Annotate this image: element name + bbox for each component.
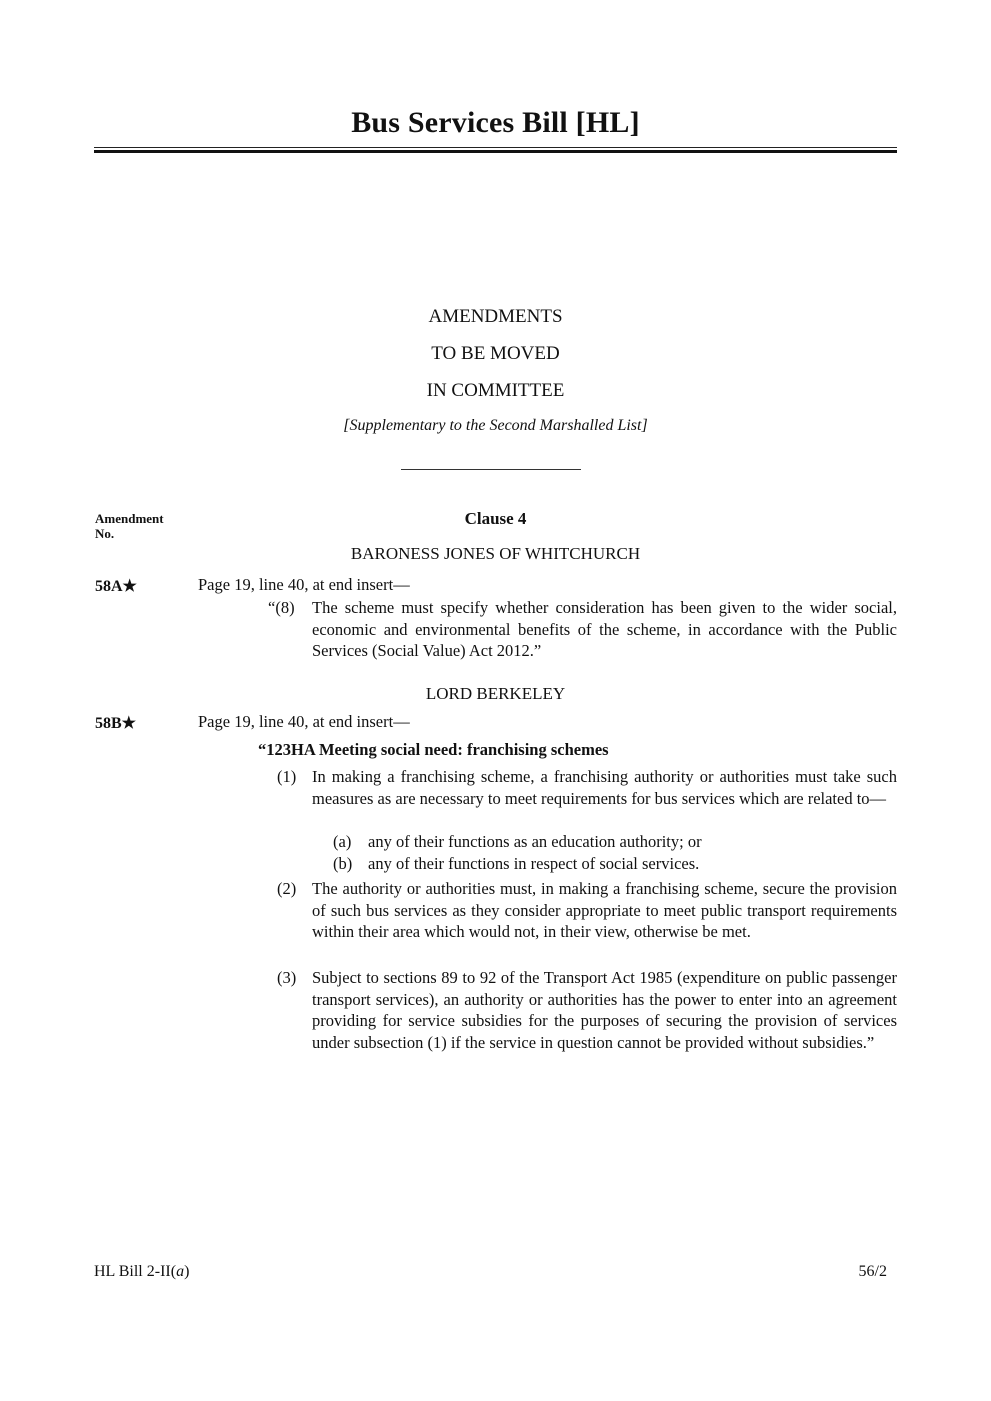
bill-title: Bus Services Bill [HL] — [351, 106, 640, 139]
bill-reference-suffix: ) — [184, 1263, 190, 1280]
paragraph-number: “(8) — [268, 598, 295, 617]
amendment-number: 58A★ — [95, 578, 137, 595]
inserted-paragraph — [268, 597, 897, 662]
heading-to-be-moved: TO BE MOVED — [431, 343, 560, 364]
paragraph-text: The authority or authorities must, in making a franchising scheme, secure the provision of such bus services as they consider appropriate to meet public transport requirements within their area which would not, in their view, otherwise be met. — [312, 879, 897, 941]
bill-reference-prefix: HL Bill 2-II( — [94, 1263, 177, 1280]
paragraph-number: (2) — [277, 879, 297, 898]
sub-paragraph-text: any of their functions as an education authority; or — [368, 832, 702, 851]
bill-reference-italic: a — [176, 1263, 185, 1280]
inserted-paragraph — [277, 766, 897, 809]
subtitle: [Supplementary to the Second Marshalled List] — [343, 417, 648, 434]
inserted-paragraph — [277, 878, 897, 943]
amendment-label-text: Amendment No. — [95, 511, 164, 541]
sub-paragraph-number: (b) — [333, 854, 353, 873]
paragraph-text: In making a franchising scheme, a franchising authority or authorities must take such measures as are necessary to meet requirements for bus services which are related to— — [312, 767, 897, 808]
member-name: BARONESS JONES OF WHITCHURCH — [350, 544, 641, 563]
sub-paragraph-text: any of their functions in respect of social services. — [368, 854, 700, 873]
title-rule-thin — [94, 147, 897, 148]
sub-paragraph-number: (a) — [333, 832, 352, 851]
sub-paragraph — [333, 831, 893, 853]
amendment-instruction: Page 19, line 40, at end insert— — [198, 712, 410, 731]
section-divider — [401, 469, 581, 470]
member-name: LORD BERKELEY — [425, 684, 566, 703]
amendment-instruction: Page 19, line 40, at end insert— — [198, 575, 410, 594]
paragraph-text: The scheme must specify whether consideration has been given to the wider social, economic and environmental benefits of the scheme, in accordance with the Public Services (Social Value) Act 2012.” — [312, 598, 897, 660]
paragraph-number: (1) — [277, 767, 297, 786]
paragraph-number: (3) — [277, 968, 297, 987]
amendment-number: 58B★ — [95, 715, 137, 732]
bill-reference — [94, 1263, 189, 1281]
heading-in-committee: IN COMMITTEE — [426, 380, 565, 401]
page-reference: 56/2 — [858, 1263, 887, 1280]
clause-heading: Clause 4 — [464, 509, 527, 528]
inserted-paragraph — [277, 967, 897, 1053]
title-rule-thick — [94, 150, 897, 153]
paragraph-text: Subject to sections 89 to 92 of the Transport Act 1985 (expenditure on public passenger transport services), an authority or authorities has the power to enter into an agreement providing for service subsidies for the purposes of securing the provision of services under subsection (1) if the service in question cannot be provided without subsidies.” — [312, 968, 897, 1052]
heading-amendments: AMENDMENTS — [428, 306, 563, 327]
sub-paragraph — [333, 853, 893, 875]
new-section-heading: “123HA Meeting social need: franchising schemes — [258, 740, 609, 759]
